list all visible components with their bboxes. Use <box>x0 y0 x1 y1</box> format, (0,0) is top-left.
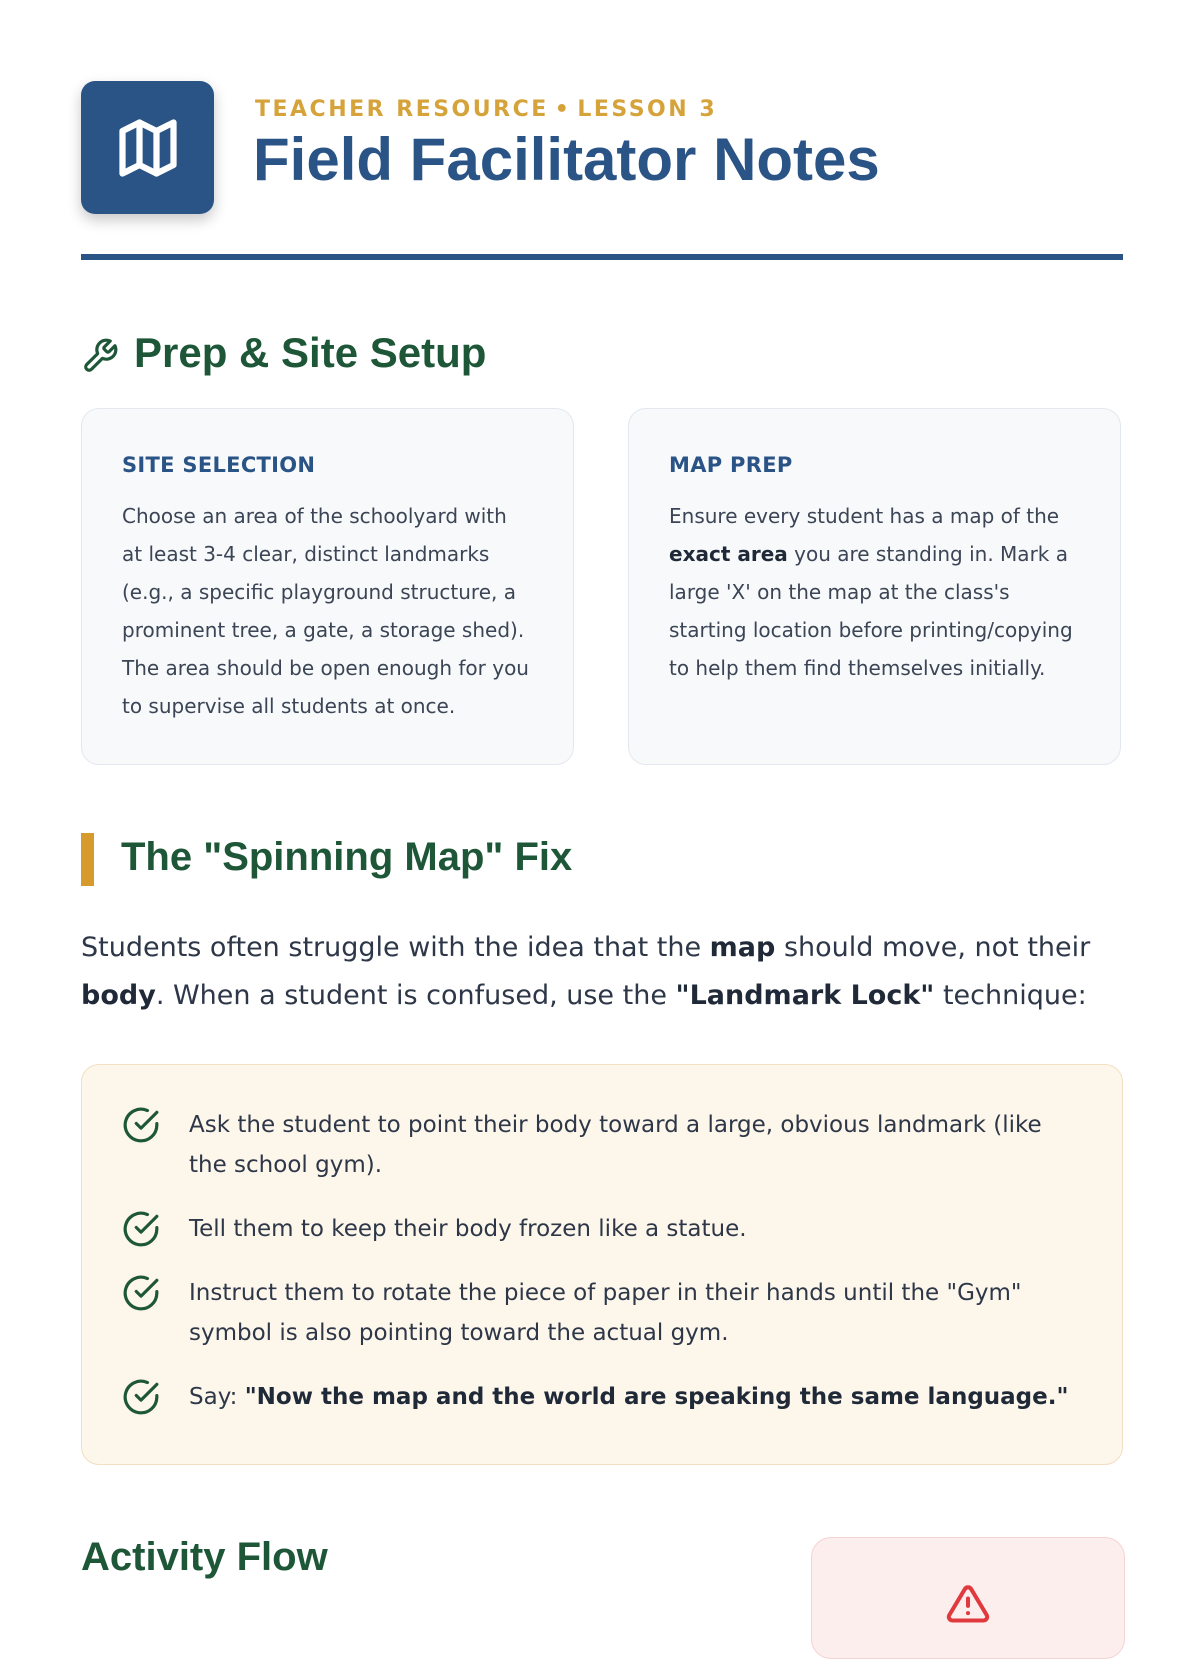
intro-text-1: Students often struggle with the idea that the <box>81 932 710 963</box>
map-prep-label: MAP PREP <box>669 453 793 477</box>
step-item <box>122 1273 1082 1353</box>
intro-bold-map: map <box>709 932 776 963</box>
check-circle-icon <box>122 1106 160 1144</box>
header-divider <box>81 254 1123 260</box>
step-item <box>122 1377 1082 1417</box>
intro-text-2: should move, not their <box>775 932 1091 963</box>
prep-heading-text: Prep & Site Setup <box>134 329 487 376</box>
warning-triangle-icon <box>946 1582 990 1626</box>
heading-accent-bar <box>81 833 94 886</box>
step-quote: "Now the map and the world are speaking the same language." <box>244 1384 1069 1410</box>
map-prep-card <box>628 408 1121 765</box>
eyebrow-lesson: LESSON 3 <box>577 97 718 122</box>
intro-text-3: . When a student is confused, use the <box>155 980 676 1011</box>
check-circle-icon <box>122 1274 160 1312</box>
map-prep-text-a: Ensure every student has a map of the <box>669 504 1060 528</box>
map-prep-text-bold: exact area <box>669 542 788 566</box>
logo-tile <box>81 81 214 214</box>
step-text-prefix: Say: <box>189 1384 245 1410</box>
map-icon <box>114 114 182 182</box>
site-selection-label: SITE SELECTION <box>122 453 316 477</box>
eyebrow <box>255 97 717 122</box>
activity-flow-heading: Activity Flow <box>81 1535 328 1579</box>
site-selection-card <box>81 408 574 765</box>
step-item <box>122 1209 1082 1249</box>
intro-bold-body: body <box>81 980 156 1011</box>
spinning-intro-paragraph <box>81 924 1123 1020</box>
eyebrow-separator: • <box>554 97 572 122</box>
wrench-icon <box>81 337 119 375</box>
landmark-lock-steps <box>81 1064 1123 1465</box>
page-title: Field Facilitator Notes <box>253 126 880 193</box>
eyebrow-resource: TEACHER RESOURCE <box>255 97 549 122</box>
check-circle-icon <box>122 1210 160 1248</box>
spinning-heading-text: The "Spinning Map" Fix <box>121 835 573 879</box>
alert-box <box>811 1537 1125 1659</box>
step-text: Instruct them to rotate the piece of paper in their hands until the "Gym" symbol is also pointing toward the actual gym. <box>189 1280 1022 1346</box>
step-text: Ask the student to point their body toward a large, obvious landmark (like the school gym). <box>189 1112 1042 1178</box>
map-prep-text <box>669 497 1080 687</box>
map-prep-text-b: you are standing in. Mark a large 'X' on the map at the class's starting location before printing/copying to help them find themselves initially. <box>669 542 1073 680</box>
intro-bold-technique: "Landmark Lock" <box>675 980 935 1011</box>
step-item <box>122 1105 1082 1185</box>
intro-text-4: technique: <box>934 980 1087 1011</box>
step-text: Tell them to keep their body frozen like a statue. <box>189 1216 747 1242</box>
site-selection-text: Choose an area of the schoolyard with at least 3-4 clear, distinct landmarks (e.g., a specific playground structure, a prominent tree, a gate, a storage shed). The area should be open enough for you to supervise all students at once. <box>122 504 529 718</box>
page-header <box>81 81 1123 261</box>
check-circle-icon <box>122 1378 160 1416</box>
